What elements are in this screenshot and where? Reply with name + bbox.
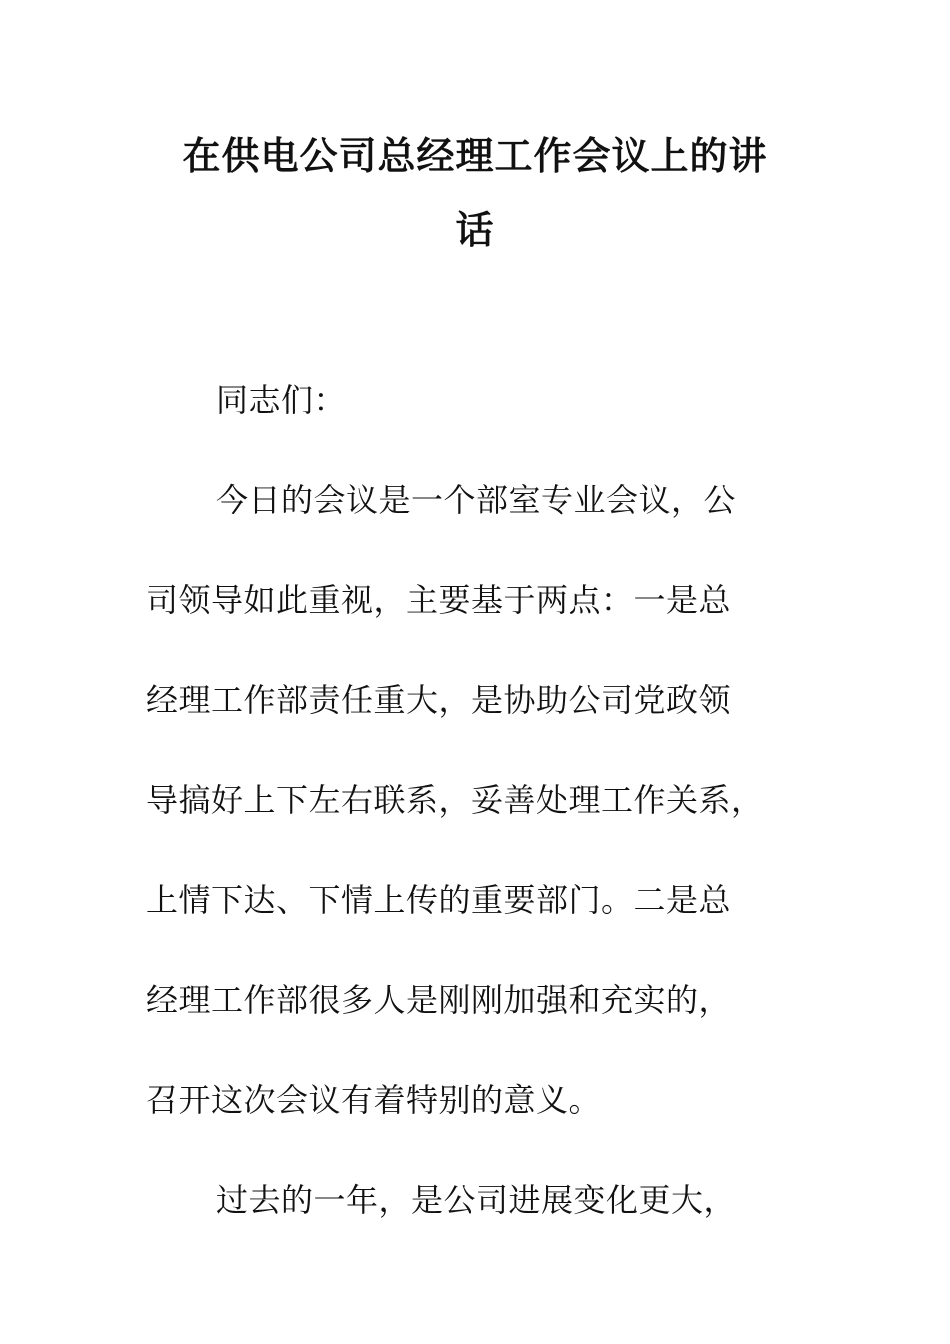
paragraph-line: 上情下达、下情上传的重要部门。二是总 — [146, 881, 732, 919]
paragraph-line: 经理工作部很多人是刚刚加强和充实的， — [146, 981, 732, 1019]
paragraph-line: 今日的会议是一个部室专业会议，公 — [216, 481, 737, 519]
paragraph-line: 过去的一年，是公司进展变化更大， — [216, 1181, 737, 1219]
paragraph-line: 召开这次会议有着特别的意义。 — [146, 1081, 602, 1119]
salutation: 同志们： — [216, 381, 347, 419]
paragraph-line: 司领导如此重视，主要基于两点：一是总 — [146, 581, 732, 619]
document-title-line-1: 在供电公司总经理工作会议上的讲 — [182, 133, 768, 178]
document-title-line-2: 话 — [455, 207, 495, 252]
paragraph-line: 导搞好上下左右联系，妥善处理工作关系， — [146, 781, 764, 819]
paragraph-line: 经理工作部责任重大，是协助公司党政领 — [146, 681, 732, 719]
